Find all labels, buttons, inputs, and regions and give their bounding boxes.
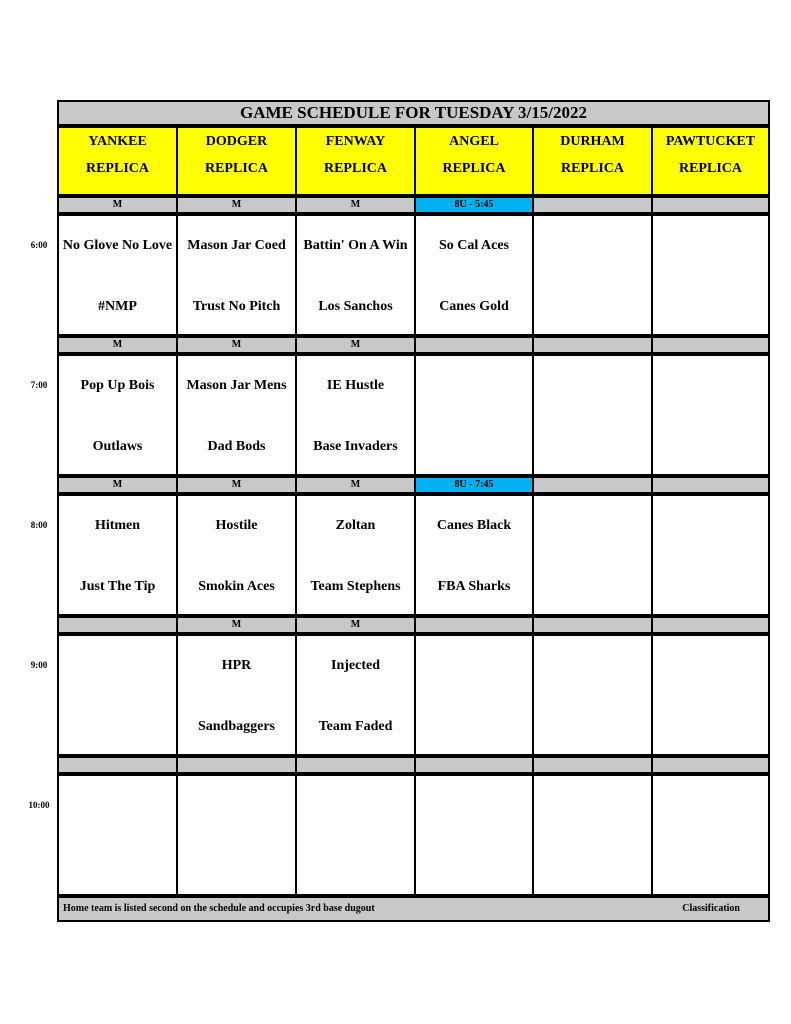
division-band [176, 756, 297, 774]
field-type: REPLICA [560, 161, 624, 176]
time-label: 6:00 [30, 240, 48, 250]
field-type: REPLICA [323, 161, 387, 176]
game-cell [414, 494, 534, 616]
division-band [414, 616, 534, 634]
away-team: Mason Jar Mens [186, 378, 287, 393]
home-team: Los Sanchos [318, 299, 393, 314]
away-team: Pop Up Bois [80, 378, 155, 393]
schedule-title: GAME SCHEDULE FOR TUESDAY 3/15/2022 [57, 100, 770, 126]
away-team: Canes Black [436, 518, 512, 533]
game-cell [532, 774, 653, 896]
division-band [295, 756, 416, 774]
game-cell [176, 494, 297, 616]
away-team: Zoltan [335, 518, 376, 533]
footer-note: Home team is listed second on the schedule and occupies 3rd base dugout [63, 903, 375, 914]
division-band [651, 616, 770, 634]
game-cell [57, 354, 178, 476]
division-band: M [57, 336, 178, 354]
division-band [414, 336, 534, 354]
field-type: REPLICA [204, 161, 268, 176]
division-band [651, 336, 770, 354]
field-name: FENWAY [325, 134, 386, 149]
game-cell [295, 494, 416, 616]
time-label: 7:00 [30, 380, 48, 390]
division-band [57, 756, 178, 774]
game-cell [57, 774, 178, 896]
column-header [414, 126, 534, 196]
away-team: Hostile [215, 518, 258, 533]
division-band [651, 756, 770, 774]
home-team: Just The Tip [79, 579, 156, 594]
time-label: 8:00 [30, 520, 48, 530]
game-cell [414, 214, 534, 336]
field-name: ANGEL [449, 134, 499, 149]
game-cell [532, 354, 653, 476]
time-label: 9:00 [30, 660, 48, 670]
home-team: Sandbaggers [197, 719, 276, 734]
game-cell [532, 494, 653, 616]
division-band [532, 476, 653, 494]
game-cell [532, 634, 653, 756]
time-label: 10:00 [28, 800, 50, 810]
division-band [532, 336, 653, 354]
division-band [651, 196, 770, 214]
home-team: #NMP [98, 299, 137, 314]
game-cell [651, 214, 770, 336]
game-cell [651, 354, 770, 476]
division-band: M [57, 476, 178, 494]
home-team: FBA Sharks [437, 579, 511, 594]
division-band: M [295, 336, 416, 354]
column-header [651, 126, 770, 196]
game-cell [176, 774, 297, 896]
division-band: M [295, 476, 416, 494]
game-cell [295, 354, 416, 476]
game-cell [176, 214, 297, 336]
field-name: DURHAM [560, 134, 625, 149]
division-band: 8U - 7:45 [414, 476, 534, 494]
home-team: Outlaws [92, 439, 143, 454]
away-team: Mason Jar Coed [187, 238, 286, 253]
game-cell [532, 214, 653, 336]
division-band: M [176, 336, 297, 354]
away-team: Hitmen [94, 518, 141, 533]
field-name: PAWTUCKET [665, 134, 756, 149]
field-type: REPLICA [442, 161, 506, 176]
division-band: M [295, 616, 416, 634]
game-cell [295, 634, 416, 756]
game-cell [176, 354, 297, 476]
home-team: Dad Bods [207, 439, 266, 454]
field-name: YANKEE [88, 134, 147, 149]
division-band [651, 476, 770, 494]
away-team: HPR [221, 658, 252, 673]
home-team: Trust No Pitch [192, 299, 281, 314]
column-header [295, 126, 416, 196]
division-band: M [295, 196, 416, 214]
away-team: Injected [331, 658, 380, 673]
home-team: Team Stephens [310, 579, 401, 594]
division-band: M [57, 196, 178, 214]
schedule-footer [57, 896, 770, 922]
away-team: Battin' On A Win [303, 238, 408, 253]
home-team: Smokin Aces [198, 579, 275, 594]
division-band [414, 756, 534, 774]
game-cell [414, 354, 534, 476]
division-band: M [176, 476, 297, 494]
division-band [57, 616, 178, 634]
column-header [57, 126, 178, 196]
away-team: No Glove No Love [62, 238, 173, 253]
game-cell [57, 214, 178, 336]
game-cell [295, 774, 416, 896]
game-cell [295, 214, 416, 336]
game-cell [57, 494, 178, 616]
away-team: IE Hustle [326, 378, 385, 393]
game-cell [414, 774, 534, 896]
column-header [532, 126, 653, 196]
game-cell [176, 634, 297, 756]
division-band: 8U - 5:45 [414, 196, 534, 214]
division-band [532, 616, 653, 634]
division-band [532, 196, 653, 214]
division-band: M [176, 616, 297, 634]
game-cell [414, 634, 534, 756]
game-cell [651, 634, 770, 756]
division-band [532, 756, 653, 774]
game-cell [57, 634, 178, 756]
field-type: REPLICA [678, 161, 742, 176]
game-cell [651, 494, 770, 616]
home-team: Canes Gold [439, 299, 509, 314]
home-team: Team Faded [318, 719, 393, 734]
field-type: REPLICA [85, 161, 149, 176]
away-team: So Cal Aces [439, 238, 509, 253]
column-header [176, 126, 297, 196]
home-team: Base Invaders [313, 439, 398, 454]
footer-classification: Classification [682, 903, 740, 914]
game-cell [651, 774, 770, 896]
division-band: M [176, 196, 297, 214]
field-name: DODGER [205, 134, 268, 149]
